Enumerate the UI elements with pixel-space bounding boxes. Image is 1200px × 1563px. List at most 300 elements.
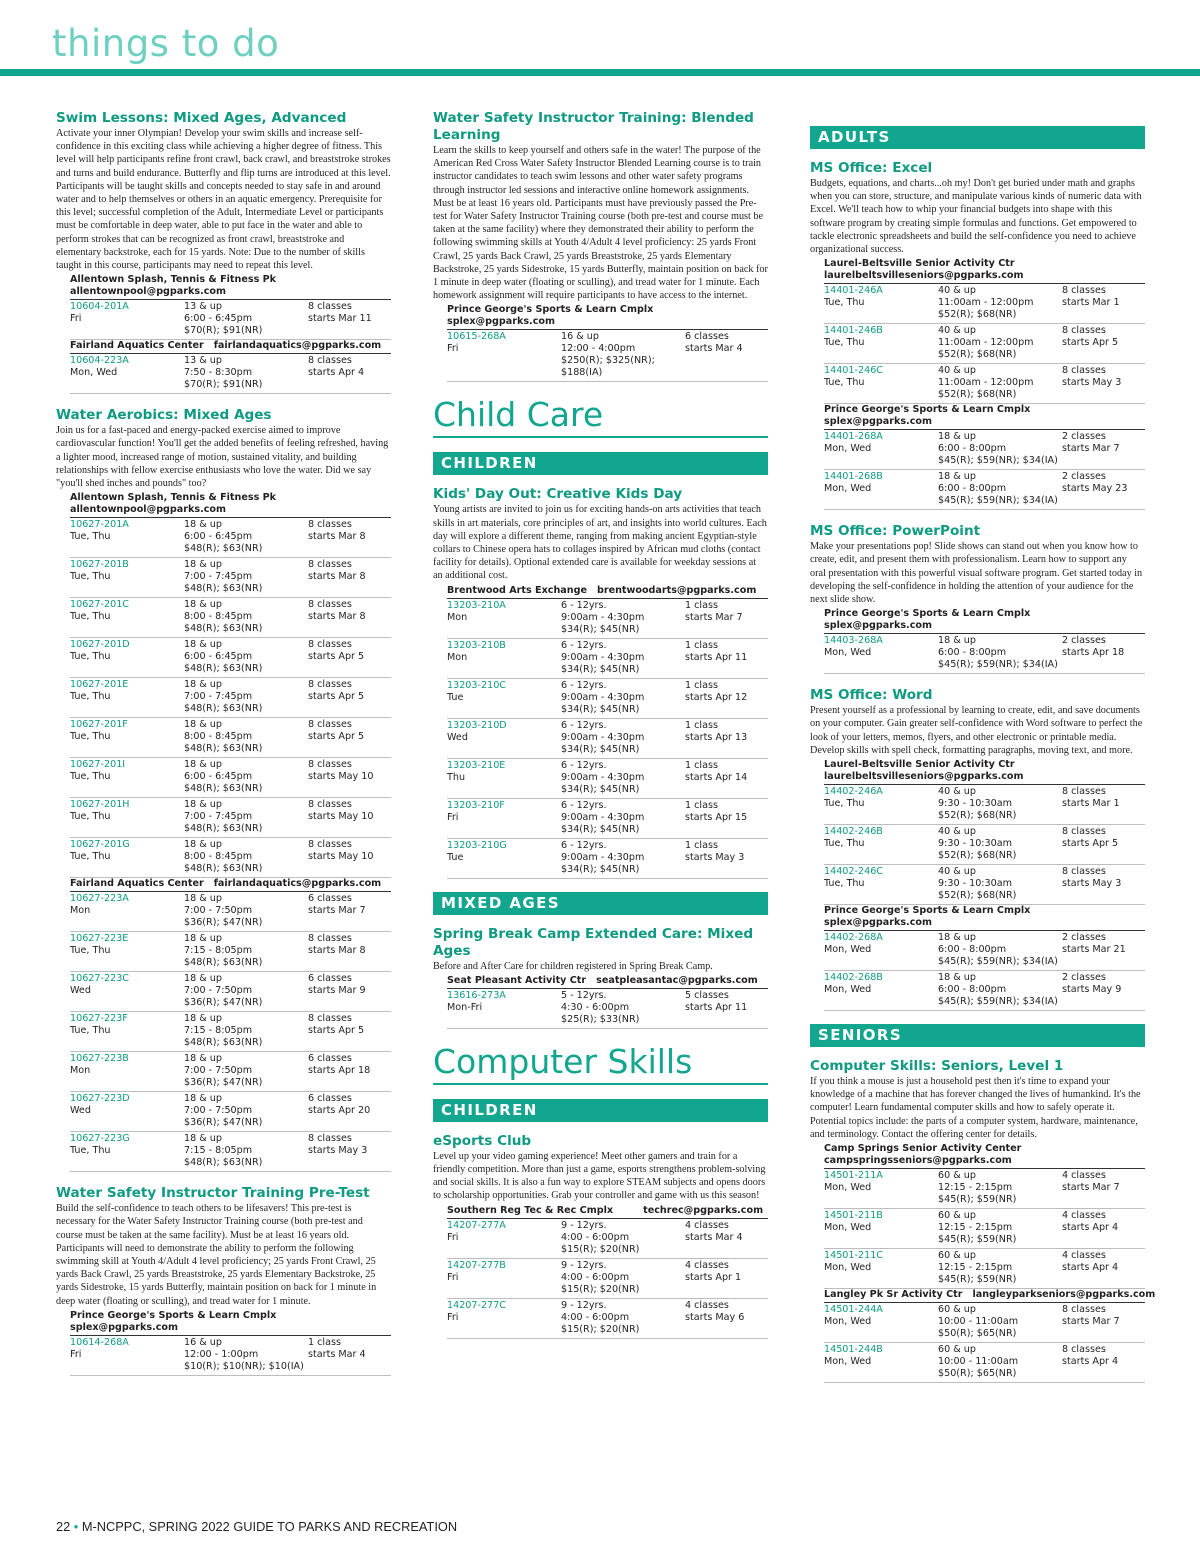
class-time: 4:00 - 6:00pm	[561, 1271, 630, 1283]
course-title: Spring Break Camp Extended Care: Mixed Ages	[433, 925, 754, 959]
code-cell	[70, 892, 184, 932]
course-description: If you think a mouse is just a household pest then it's time to expand your knowledge of a machine that has forever changed the lives of humankind. It's the computer! Learn fundamental computer skills and how to safely operate it. Potential topics include: the parts of a computer system, hardware, maintenance, and terminology. Contact the offering center for details.	[810, 1076, 1141, 1140]
schedule-cell	[938, 1249, 1062, 1289]
facility-name: Langley Pk Sr Activity Ctr langleyparkseniors@pgparks.com	[824, 1289, 1145, 1303]
facility-name: Prince George's Sports & Learn Cmplx splex@pgparks.com	[70, 1310, 391, 1336]
class-code[interactable]: 10627-201I	[70, 759, 126, 771]
class-count: 8 classes	[1062, 365, 1106, 377]
class-count: 8 classes	[1062, 786, 1106, 798]
class-code[interactable]: 14501-211B	[824, 1210, 883, 1222]
class-code[interactable]: 14402-246A	[824, 786, 883, 798]
schedule-cell	[561, 798, 685, 838]
class-code[interactable]: 13203-210F	[447, 799, 505, 811]
class-days: Mon, Wed	[824, 1356, 872, 1368]
class-row	[447, 838, 768, 878]
class-fee: $45(R); $59(NR); $34(IA)	[938, 455, 1058, 467]
class-age: 40 & up	[938, 826, 976, 838]
class-time: 8:00 - 8:45pm	[184, 851, 253, 863]
class-fee: $15(R); $20(NR)	[561, 1283, 640, 1295]
session-cell	[1062, 1249, 1145, 1289]
session-cell	[685, 599, 768, 639]
class-count: 8 classes	[308, 519, 352, 531]
class-days: Fri	[447, 1311, 459, 1323]
class-time: 12:15 - 2:15pm	[938, 1222, 1013, 1234]
class-age: 60 & up	[938, 1344, 976, 1356]
class-row	[824, 634, 1145, 674]
class-row	[70, 300, 391, 340]
class-row	[447, 1298, 768, 1338]
facility-name: Prince George's Sports & Learn Cmplx splex@pgparks.com	[824, 404, 1145, 430]
class-start: starts Apr 13	[685, 731, 748, 743]
age-group-band: MIXED AGES	[433, 892, 768, 915]
schedule-cell	[184, 518, 308, 558]
schedule-cell	[561, 718, 685, 758]
schedule-cell	[561, 638, 685, 678]
class-row	[824, 364, 1145, 404]
class-time: 9:00am - 4:30pm	[561, 731, 645, 743]
class-age: 18 & up	[184, 839, 222, 851]
class-code[interactable]: 13203-210C	[447, 679, 506, 691]
schedule-cell	[938, 430, 1062, 470]
class-code[interactable]: 14501-211A	[824, 1170, 883, 1182]
class-count: 2 classes	[1062, 431, 1106, 443]
class-code[interactable]: 14501-211C	[824, 1250, 883, 1262]
class-start: starts Apr 11	[685, 651, 748, 663]
class-code[interactable]: 10627-223D	[70, 1093, 130, 1105]
class-code[interactable]: 14207-277A	[447, 1219, 506, 1231]
class-code[interactable]: 14402-268A	[824, 932, 883, 944]
session-cell	[308, 972, 391, 1012]
class-fee: $48(R); $63(NR)	[184, 583, 263, 595]
class-days: Fri	[70, 313, 82, 325]
session-cell	[308, 718, 391, 758]
class-count: 6 classes	[685, 331, 729, 343]
page-footer	[56, 1519, 457, 1534]
class-age: 18 & up	[184, 933, 222, 945]
class-code[interactable]: 10627-201G	[70, 839, 130, 851]
class-row	[447, 638, 768, 678]
code-cell	[70, 518, 184, 558]
course-title: Kids' Day Out: Creative Kids Day	[433, 486, 683, 503]
code-cell	[824, 1343, 938, 1383]
class-code[interactable]: 13203-210G	[447, 839, 507, 851]
schedule-cell	[184, 798, 308, 838]
class-start: starts Mar 8	[308, 611, 366, 623]
class-count: 8 classes	[308, 719, 352, 731]
session-cell	[685, 1258, 768, 1298]
class-time: 12:15 - 2:15pm	[938, 1262, 1013, 1274]
class-days: Tue, Thu	[70, 771, 111, 783]
class-age: 9 - 12yrs.	[561, 1219, 607, 1231]
session-cell	[685, 1298, 768, 1338]
class-start: starts May 10	[308, 771, 374, 783]
class-days: Tue, Thu	[824, 377, 865, 389]
class-start: starts Apr 4	[1062, 1262, 1119, 1274]
class-row	[447, 599, 768, 639]
class-age: 6 - 12yrs.	[561, 639, 607, 651]
class-time: 9:30 - 10:30am	[938, 798, 1012, 810]
class-fee: $36(R); $47(NR)	[184, 917, 263, 929]
class-fee: $45(R); $59(NR)	[938, 1194, 1017, 1206]
class-fee: $34(R); $45(NR)	[561, 703, 640, 715]
class-age: 18 & up	[184, 759, 222, 771]
class-age: 18 & up	[938, 972, 976, 984]
code-cell	[70, 638, 184, 678]
class-time: 10:00 - 11:00am	[938, 1356, 1019, 1368]
class-time: 6:00 - 8:00pm	[938, 944, 1007, 956]
code-cell	[824, 1209, 938, 1249]
code-cell	[70, 300, 184, 340]
code-cell	[824, 1303, 938, 1343]
class-fee: $52(R); $68(NR)	[938, 850, 1017, 862]
class-code[interactable]: 13203-210D	[447, 719, 507, 731]
class-fee: $34(R); $45(NR)	[561, 663, 640, 675]
class-code[interactable]: 10627-223A	[70, 893, 129, 905]
class-table	[70, 518, 391, 878]
class-count: 4 classes	[1062, 1210, 1106, 1222]
class-fee: $48(R); $63(NR)	[184, 957, 263, 969]
class-fee: $48(R); $63(NR)	[184, 543, 263, 555]
class-count: 8 classes	[308, 1013, 352, 1025]
class-row	[70, 932, 391, 972]
class-start: starts May 3	[308, 1145, 368, 1157]
schedule-cell	[561, 1258, 685, 1298]
schedule-cell	[561, 1298, 685, 1338]
code-cell	[70, 1052, 184, 1092]
age-group-band: CHILDREN	[433, 452, 768, 475]
code-cell	[70, 1336, 184, 1376]
class-start: starts Mar 4	[308, 1348, 366, 1360]
class-row	[447, 718, 768, 758]
class-time: 6:00 - 8:00pm	[938, 443, 1007, 455]
class-fee: $36(R); $47(NR)	[184, 1077, 263, 1089]
class-count: 1 class	[308, 1336, 341, 1348]
class-start: starts Mar 8	[308, 531, 366, 543]
class-days: Mon, Wed	[824, 1222, 872, 1234]
class-start: starts May 10	[308, 851, 374, 863]
schedule-cell	[184, 1052, 308, 1092]
class-fee: $48(R); $63(NR)	[184, 623, 263, 635]
class-fee: $48(R); $63(NR)	[184, 823, 263, 835]
class-age: 18 & up	[184, 639, 222, 651]
class-code[interactable]: 10627-201H	[70, 799, 130, 811]
class-days: Mon, Wed	[824, 1316, 872, 1328]
class-time: 7:15 - 8:05pm	[184, 945, 253, 957]
session-cell	[685, 330, 768, 382]
class-code[interactable]: 10627-201C	[70, 599, 129, 611]
class-row	[70, 598, 391, 638]
class-start: starts Mar 1	[1062, 798, 1120, 810]
class-code[interactable]: 10627-223B	[70, 1053, 129, 1065]
class-fee: $48(R); $63(NR)	[184, 1157, 263, 1169]
class-row	[824, 931, 1145, 971]
code-cell	[824, 634, 938, 674]
code-cell	[824, 785, 938, 825]
session-cell	[308, 932, 391, 972]
class-time: 6:00 - 6:45pm	[184, 313, 253, 325]
session-cell	[308, 1336, 391, 1376]
class-row	[824, 1209, 1145, 1249]
class-count: 8 classes	[308, 759, 352, 771]
session-cell	[1062, 785, 1145, 825]
class-age: 18 & up	[184, 1133, 222, 1145]
class-days: Wed	[70, 985, 91, 997]
class-days: Fri	[447, 811, 459, 823]
class-code[interactable]: 13203-210E	[447, 759, 506, 771]
course-title: Water Safety Instructor Training: Blended Learning	[433, 110, 754, 143]
class-count: 8 classes	[308, 599, 352, 611]
class-code[interactable]: 10627-223G	[70, 1133, 130, 1145]
schedule-cell	[184, 300, 308, 340]
class-code[interactable]: 13616-273A	[447, 989, 506, 1001]
facility-name: Allentown Splash, Tennis & Fitness Pk allentownpool@pgparks.com	[70, 274, 391, 300]
session-cell	[1062, 364, 1145, 404]
class-row	[70, 798, 391, 838]
class-age: 18 & up	[184, 1093, 222, 1105]
class-age: 60 & up	[938, 1250, 976, 1262]
course-title: MS Office: PowerPoint	[810, 523, 981, 540]
class-code[interactable]: 10627-223C	[70, 973, 129, 985]
class-age: 6 - 12yrs.	[561, 719, 607, 731]
class-days: Tue, Thu	[70, 731, 111, 743]
class-code[interactable]: 14402-246B	[824, 826, 883, 838]
session-cell	[685, 798, 768, 838]
class-code[interactable]: 14401-246A	[824, 285, 883, 297]
code-cell	[447, 1298, 561, 1338]
class-row	[447, 678, 768, 718]
class-code[interactable]: 14501-244A	[824, 1304, 883, 1316]
class-age: 16 & up	[561, 331, 599, 343]
class-code[interactable]: 13203-210A	[447, 599, 506, 611]
schedule-cell	[184, 1336, 308, 1376]
class-table	[70, 1336, 391, 1376]
class-row	[824, 1343, 1145, 1383]
course-section	[810, 160, 1145, 510]
class-code[interactable]: 13203-210B	[447, 639, 506, 651]
class-count: 1 class	[685, 679, 718, 691]
class-time: 7:00 - 7:50pm	[184, 905, 253, 917]
class-count: 8 classes	[1062, 1304, 1106, 1316]
class-row	[824, 825, 1145, 865]
code-cell	[824, 430, 938, 470]
class-code[interactable]: 10627-201E	[70, 679, 129, 691]
class-fee: $70(R); $91(NR)	[184, 379, 263, 391]
class-code[interactable]: 14207-277B	[447, 1259, 506, 1271]
class-code[interactable]: 14401-246B	[824, 325, 883, 337]
class-code[interactable]: 10604-223A	[70, 355, 129, 367]
class-days: Mon	[447, 611, 468, 623]
class-fee: $34(R); $45(NR)	[561, 743, 640, 755]
class-code[interactable]: 10627-223E	[70, 933, 129, 945]
session-cell	[308, 518, 391, 558]
class-age: 18 & up	[184, 1053, 222, 1065]
class-code[interactable]: 10627-223F	[70, 1013, 128, 1025]
code-cell	[70, 1132, 184, 1172]
class-code[interactable]: 10627-201F	[70, 719, 128, 731]
facility-name: Laurel-Beltsville Senior Activity Ctr laurelbeltsvilleseniors@pgparks.com	[824, 258, 1145, 284]
course-section	[56, 407, 391, 1172]
class-days: Mon, Wed	[824, 984, 872, 996]
class-age: 40 & up	[938, 365, 976, 377]
class-days: Tue	[447, 691, 464, 703]
schedule-cell	[561, 330, 685, 382]
class-time: 11:00am - 12:00pm	[938, 337, 1034, 349]
class-days: Tue, Thu	[70, 1025, 111, 1037]
class-row	[447, 758, 768, 798]
class-code[interactable]: 14401-246C	[824, 365, 883, 377]
class-age: 18 & up	[184, 799, 222, 811]
class-age: 40 & up	[938, 325, 976, 337]
session-cell	[308, 354, 391, 394]
code-cell	[70, 558, 184, 598]
facility-name: Southern Reg Tec & Rec Cmplx techrec@pgparks.com	[447, 1205, 768, 1219]
schedule-cell	[938, 364, 1062, 404]
class-count: 1 class	[685, 799, 718, 811]
class-age: 18 & up	[938, 431, 976, 443]
session-cell	[1062, 971, 1145, 1011]
class-count: 8 classes	[308, 839, 352, 851]
class-table	[824, 430, 1145, 510]
class-time: 7:00 - 7:50pm	[184, 1065, 253, 1077]
class-code[interactable]: 14207-277C	[447, 1299, 506, 1311]
class-code[interactable]: 10627-201B	[70, 559, 129, 571]
session-cell	[1062, 865, 1145, 905]
class-age: 40 & up	[938, 866, 976, 878]
class-start: starts Mar 7	[308, 905, 366, 917]
schedule-cell	[184, 972, 308, 1012]
class-code[interactable]: 14501-244B	[824, 1344, 883, 1356]
class-age: 40 & up	[938, 285, 976, 297]
session-cell	[1062, 284, 1145, 324]
class-age: 18 & up	[184, 599, 222, 611]
class-code[interactable]: 10614-268A	[70, 1336, 129, 1348]
session-cell	[308, 678, 391, 718]
class-time: 9:00am - 4:30pm	[561, 851, 645, 863]
class-days: Tue, Thu	[70, 571, 111, 583]
class-code[interactable]: 10627-201D	[70, 639, 130, 651]
class-time: 12:00 - 1:00pm	[184, 1348, 259, 1360]
class-code[interactable]: 14402-246C	[824, 866, 883, 878]
facility-name: Camp Springs Senior Activity Center campspringsseniors@pgparks.com	[824, 1143, 1145, 1169]
class-fee: $45(R); $59(NR); $34(IA)	[938, 495, 1058, 507]
class-fee: $45(R); $59(NR)	[938, 1234, 1017, 1246]
session-cell	[685, 989, 768, 1029]
class-age: 18 & up	[184, 679, 222, 691]
class-start: starts Apr 18	[1062, 647, 1125, 659]
class-code[interactable]: 10615-268A	[447, 331, 506, 343]
class-start: starts Mar 21	[1062, 944, 1126, 956]
code-cell	[70, 758, 184, 798]
session-cell	[308, 638, 391, 678]
class-code[interactable]: 14401-268B	[824, 471, 883, 483]
class-code[interactable]: 14403-268A	[824, 635, 883, 647]
class-fee: $15(R); $20(NR)	[561, 1243, 640, 1255]
class-code[interactable]: 14401-268A	[824, 431, 883, 443]
class-start: starts Mar 7	[1062, 1316, 1120, 1328]
class-time: 8:00 - 8:45pm	[184, 731, 253, 743]
code-cell	[70, 838, 184, 878]
class-code[interactable]: 10627-201A	[70, 519, 129, 531]
class-fee: $50(R); $65(NR)	[938, 1328, 1017, 1340]
session-cell	[1062, 1209, 1145, 1249]
class-start: starts Apr 5	[308, 1025, 365, 1037]
schedule-cell	[938, 470, 1062, 510]
schedule-cell	[184, 838, 308, 878]
class-days: Mon	[70, 1065, 91, 1077]
class-count: 8 classes	[1062, 285, 1106, 297]
class-start: starts Apr 18	[308, 1065, 371, 1077]
class-days: Mon-Fri	[447, 1001, 483, 1013]
class-count: 8 classes	[308, 639, 352, 651]
class-count: 4 classes	[1062, 1250, 1106, 1262]
facility-name: Laurel-Beltsville Senior Activity Ctr laurelbeltsvilleseniors@pgparks.com	[824, 759, 1145, 785]
class-row	[70, 1132, 391, 1172]
class-row	[824, 971, 1145, 1011]
class-age: 13 & up	[184, 355, 222, 367]
schedule-cell	[938, 971, 1062, 1011]
class-code[interactable]: 14402-268B	[824, 972, 883, 984]
page-number: 22	[56, 1519, 71, 1534]
class-time: 7:15 - 8:05pm	[184, 1145, 253, 1157]
class-count: 8 classes	[308, 355, 352, 367]
class-row	[447, 1219, 768, 1259]
code-cell	[447, 718, 561, 758]
age-group-band: ADULTS	[810, 126, 1145, 149]
class-count: 5 classes	[685, 989, 729, 1001]
class-age: 60 & up	[938, 1304, 976, 1316]
schedule-cell	[184, 638, 308, 678]
class-start: starts May 9	[1062, 984, 1122, 996]
class-table	[70, 354, 391, 394]
class-count: 1 class	[685, 599, 718, 611]
class-fee: $52(R); $68(NR)	[938, 309, 1017, 321]
class-row	[70, 678, 391, 718]
class-fee: $25(R); $33(NR)	[561, 1013, 640, 1025]
class-fee: $48(R); $63(NR)	[184, 663, 263, 675]
code-cell	[70, 972, 184, 1012]
class-days: Tue	[447, 851, 464, 863]
class-days: Mon	[70, 905, 91, 917]
class-row	[70, 838, 391, 878]
class-row	[70, 1012, 391, 1052]
session-cell	[308, 1132, 391, 1172]
class-age: 6 - 12yrs.	[561, 679, 607, 691]
class-time: 6:00 - 6:45pm	[184, 651, 253, 663]
schedule-cell	[561, 758, 685, 798]
class-start: starts Mar 8	[308, 571, 366, 583]
class-table	[447, 989, 768, 1029]
age-group-band: CHILDREN	[433, 1099, 768, 1122]
class-start: starts Mar 9	[308, 985, 366, 997]
course-title: MS Office: Word	[810, 687, 933, 704]
schedule-cell	[184, 892, 308, 932]
session-cell	[1062, 1303, 1145, 1343]
class-row	[447, 798, 768, 838]
course-title: MS Office: Excel	[810, 160, 933, 176]
session-cell	[1062, 324, 1145, 364]
class-count: 6 classes	[308, 1053, 352, 1065]
class-count: 1 class	[685, 759, 718, 771]
class-count: 2 classes	[1062, 635, 1106, 647]
class-time: 6:00 - 8:00pm	[938, 483, 1007, 495]
class-row	[70, 558, 391, 598]
class-code[interactable]: 10604-201A	[70, 301, 129, 313]
class-fee: $34(R); $45(NR)	[561, 783, 640, 795]
session-cell	[1062, 1169, 1145, 1209]
class-age: 6 - 12yrs.	[561, 759, 607, 771]
course-description: Present yourself as a professional by learning to create, edit, and save documents on your computer. Gain greater self-confidence with Word software to perfect the look of your letters, memos, flyers, and other electronic or printable media. Develop skills with spell check, formatting paragraphs, moving text, and more.	[810, 705, 1143, 756]
class-time: 10:00 - 11:00am	[938, 1316, 1019, 1328]
